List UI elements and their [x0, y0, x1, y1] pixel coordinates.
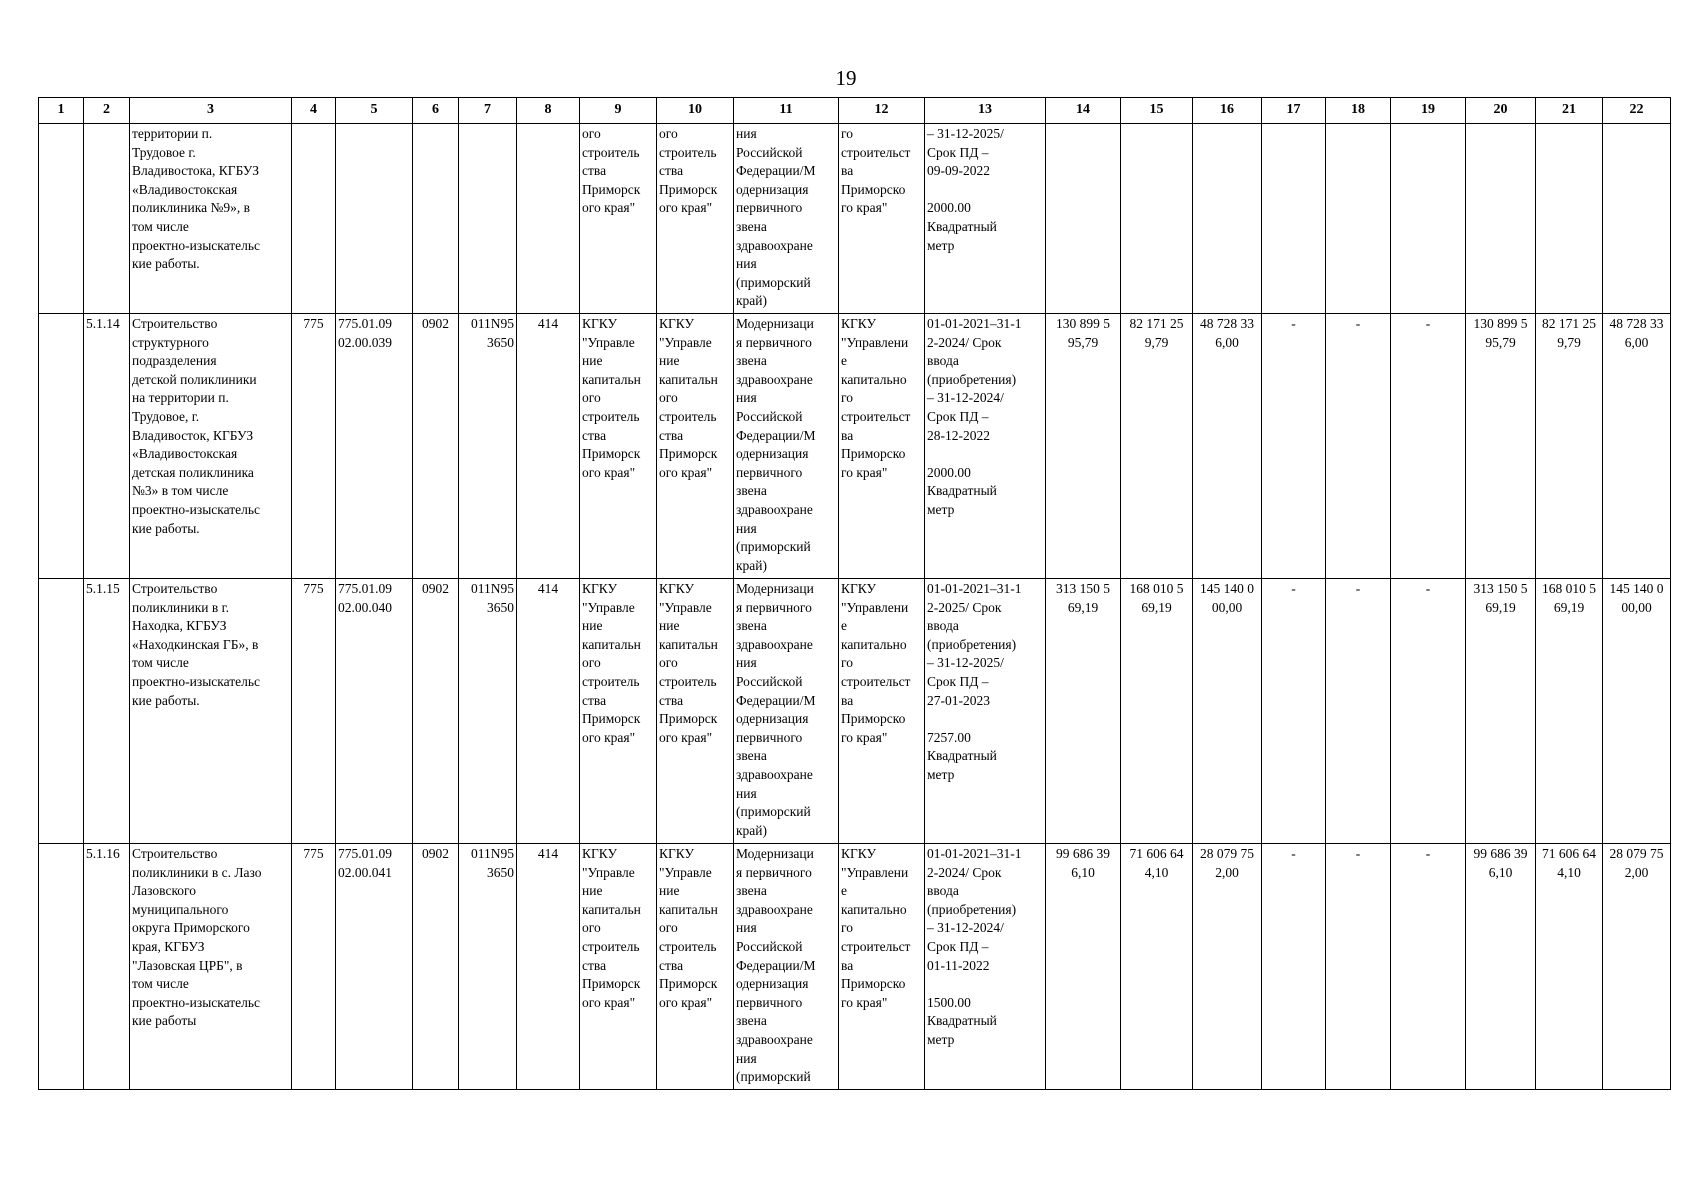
cell-amount: 130 899 5 95,79: [1466, 314, 1536, 579]
col-header: 14: [1046, 98, 1121, 124]
cell-amount: [1391, 124, 1466, 314]
col-header: 3: [130, 98, 292, 124]
cell-amount: [1536, 124, 1603, 314]
col-header: 6: [413, 98, 459, 124]
col-header: 18: [1326, 98, 1391, 124]
cell-amount: 99 686 39 6,10: [1046, 844, 1121, 1090]
cell-code: 775.01.09 02.00.041: [336, 844, 413, 1090]
cell-section: 0902: [413, 844, 459, 1090]
col-header: 11: [734, 98, 839, 124]
cell-amount: 145 140 0 00,00: [1193, 579, 1262, 844]
cell-item-number: [84, 124, 130, 314]
cell-target-article: 011N95 3650: [459, 579, 517, 844]
cell-developer: КГКУ "Управле ние капитальн ого строитель ства Приморск ого края": [657, 314, 734, 579]
cell-col1: [39, 314, 84, 579]
cell-project: Модернизаци я первичного звена здравоохране ния Российской Федерации/М одернизация первичного звена здравоохране ния (приморский: [734, 844, 839, 1090]
cell-amount: -: [1391, 844, 1466, 1090]
cell-object-name: территории п. Трудовое г. Владивостока, КГБУЗ «Владивостокская поликлиника №9», в том числе проектно-изыскательс кие работы.: [130, 124, 292, 314]
cell-expense-type: 414: [517, 314, 580, 579]
cell-amount: -: [1262, 579, 1326, 844]
col-header: 8: [517, 98, 580, 124]
cell-recipient: КГКУ "Управлени е капитально го строительст ва Приморско го края": [839, 314, 925, 579]
cell-col1: [39, 579, 84, 844]
cell-project: Модернизаци я первичного звена здравоохране ния Российской Федерации/М одернизация первичного звена здравоохране ния (приморский край): [734, 314, 839, 579]
cell-col1: [39, 844, 84, 1090]
cell-grbs: 775: [292, 844, 336, 1090]
cell-amount: 130 899 5 95,79: [1046, 314, 1121, 579]
cell-amount: 82 171 25 9,79: [1121, 314, 1193, 579]
cell-amount: -: [1326, 844, 1391, 1090]
cell-amount: -: [1326, 579, 1391, 844]
col-header: 16: [1193, 98, 1262, 124]
col-header: 12: [839, 98, 925, 124]
col-header: 20: [1466, 98, 1536, 124]
cell-customer: КГКУ "Управле ние капитальн ого строитель ства Приморск ого края": [580, 314, 657, 579]
cell-recipient: КГКУ "Управлени е капитально го строительст ва Приморско го края": [839, 579, 925, 844]
cell-grbs: 775: [292, 314, 336, 579]
cell-target-article: [459, 124, 517, 314]
cell-col1: [39, 124, 84, 314]
col-header: 15: [1121, 98, 1193, 124]
cell-terms: 01-01-2021–31-1 2-2024/ Срок ввода (приобретения) – 31-12-2024/ Срок ПД – 28-12-2022 2000.00 Квадратный метр: [925, 314, 1046, 579]
cell-amount: 48 728 33 6,00: [1603, 314, 1671, 579]
cell-customer: ого строитель ства Приморск ого края": [580, 124, 657, 314]
cell-amount: 82 171 25 9,79: [1536, 314, 1603, 579]
cell-amount: -: [1326, 314, 1391, 579]
cell-amount: [1193, 124, 1262, 314]
cell-recipient: го строительст ва Приморско го края": [839, 124, 925, 314]
cell-developer: ого строитель ства Приморск ого края": [657, 124, 734, 314]
page-number: 19: [835, 66, 857, 90]
table-row: [39, 124, 1671, 314]
col-header: 21: [1536, 98, 1603, 124]
cell-item-number: 5.1.16: [84, 844, 130, 1090]
cell-section: 0902: [413, 314, 459, 579]
cell-amount: -: [1391, 579, 1466, 844]
cell-terms: 01-01-2021–31-1 2-2024/ Срок ввода (приобретения) – 31-12-2024/ Срок ПД – 01-11-2022 1500.00 Квадратный метр: [925, 844, 1046, 1090]
cell-amount: 71 606 64 4,10: [1121, 844, 1193, 1090]
cell-object-name: Строительство поликлиники в г. Находка, КГБУЗ «Находкинская ГБ», в том числе проектно-изыскательс кие работы.: [130, 579, 292, 844]
cell-amount: 71 606 64 4,10: [1536, 844, 1603, 1090]
cell-amount: [1046, 124, 1121, 314]
col-header: 17: [1262, 98, 1326, 124]
header-row: [39, 98, 1671, 124]
col-header: 10: [657, 98, 734, 124]
cell-amount: -: [1391, 314, 1466, 579]
cell-amount: 168 010 5 69,19: [1121, 579, 1193, 844]
cell-grbs: [292, 124, 336, 314]
cell-project: ния Российской Федерации/М одернизация первичного звена здравоохране ния (приморский край): [734, 124, 839, 314]
cell-target-article: 011N95 3650: [459, 844, 517, 1090]
cell-code: 775.01.09 02.00.040: [336, 579, 413, 844]
cell-customer: КГКУ "Управле ние капитальн ого строитель ства Приморск ого края": [580, 579, 657, 844]
cell-amount: [1121, 124, 1193, 314]
cell-terms: 01-01-2021–31-1 2-2025/ Срок ввода (приобретения) – 31-12-2025/ Срок ПД – 27-01-2023 7257.00 Квадратный метр: [925, 579, 1046, 844]
cell-section: [413, 124, 459, 314]
cell-expense-type: 414: [517, 579, 580, 844]
col-header: 5: [336, 98, 413, 124]
cell-object-name: Строительство структурного подразделения детской поликлиники на территории п. Трудовое, г. Владивосток, КГБУЗ «Владивостокская детская поликлиника №3» в том числе проектно-изыскательс кие работы.: [130, 314, 292, 579]
cell-recipient: КГКУ "Управлени е капитально го строительст ва Приморско го края": [839, 844, 925, 1090]
program-table: [38, 97, 1671, 1090]
col-header: 22: [1603, 98, 1671, 124]
cell-terms: – 31-12-2025/ Срок ПД – 09-09-2022 2000.00 Квадратный метр: [925, 124, 1046, 314]
col-header: 9: [580, 98, 657, 124]
cell-developer: КГКУ "Управле ние капитальн ого строитель ства Приморск ого края": [657, 579, 734, 844]
cell-expense-type: 414: [517, 844, 580, 1090]
cell-item-number: 5.1.15: [84, 579, 130, 844]
col-header: 7: [459, 98, 517, 124]
cell-amount: 28 079 75 2,00: [1193, 844, 1262, 1090]
cell-project: Модернизаци я первичного звена здравоохране ния Российской Федерации/М одернизация первичного звена здравоохране ния (приморский край): [734, 579, 839, 844]
cell-amount: [1326, 124, 1391, 314]
cell-section: 0902: [413, 579, 459, 844]
cell-grbs: 775: [292, 579, 336, 844]
col-header: 13: [925, 98, 1046, 124]
col-header: 1: [39, 98, 84, 124]
cell-amount: [1466, 124, 1536, 314]
cell-developer: КГКУ "Управле ние капитальн ого строитель ства Приморск ого края": [657, 844, 734, 1090]
col-header: 2: [84, 98, 130, 124]
table-row: [39, 844, 1671, 1090]
cell-amount: 313 150 5 69,19: [1046, 579, 1121, 844]
col-header: 4: [292, 98, 336, 124]
cell-expense-type: [517, 124, 580, 314]
cell-amount: 48 728 33 6,00: [1193, 314, 1262, 579]
table-row: [39, 314, 1671, 579]
cell-item-number: 5.1.14: [84, 314, 130, 579]
cell-code: 775.01.09 02.00.039: [336, 314, 413, 579]
cell-amount: [1262, 124, 1326, 314]
cell-customer: КГКУ "Управле ние капитальн ого строитель ства Приморск ого края": [580, 844, 657, 1090]
table-row: [39, 579, 1671, 844]
cell-amount: 145 140 0 00,00: [1603, 579, 1671, 844]
cell-amount: 28 079 75 2,00: [1603, 844, 1671, 1090]
cell-amount: -: [1262, 314, 1326, 579]
cell-object-name: Строительство поликлиники в с. Лазо Лазовского муниципального округа Приморского края, КГБУЗ "Лазовская ЦРБ", в том числе проектно-изыскательс кие работы: [130, 844, 292, 1090]
cell-amount: -: [1262, 844, 1326, 1090]
col-header: 19: [1391, 98, 1466, 124]
cell-code: [336, 124, 413, 314]
cell-target-article: 011N95 3650: [459, 314, 517, 579]
cell-amount: 99 686 39 6,10: [1466, 844, 1536, 1090]
cell-amount: [1603, 124, 1671, 314]
cell-amount: 313 150 5 69,19: [1466, 579, 1536, 844]
cell-amount: 168 010 5 69,19: [1536, 579, 1603, 844]
